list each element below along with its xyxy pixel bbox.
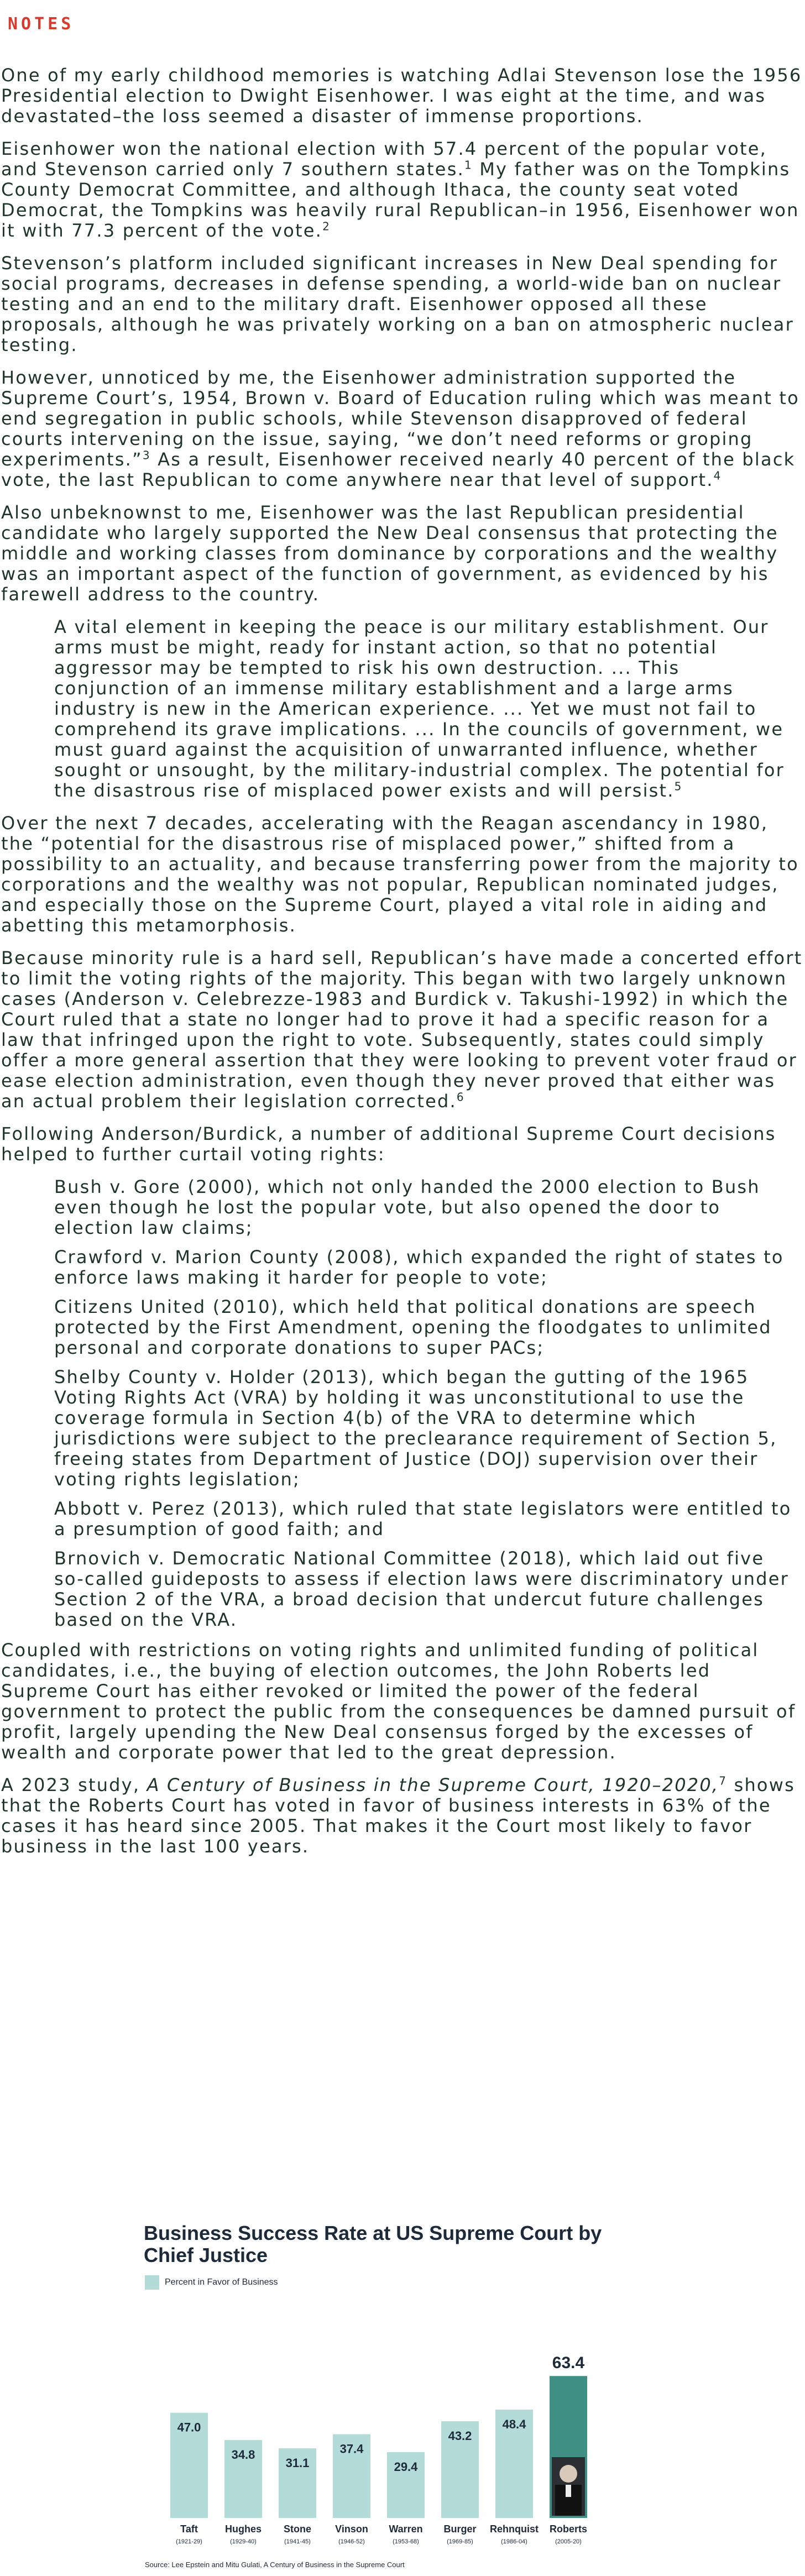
notes-tab[interactable]: NOTES [8, 14, 75, 34]
bar-chart-svg [138, 2222, 636, 2559]
paragraph-7 [1, 948, 804, 1112]
case-item: Abbott v. Perez (2013), which ruled that state legislators were entitled to a presumption of good faith; and [54, 1498, 792, 1540]
paragraph-4-text-a: However, unnoticed by me, the Eisenhower administration supported the Supreme Court’s, 1954, Brown v. Board of Education ruling which was meant to end segregation in public schools, while Stevenson disapproved of federal courts intervening on the issue, saying, “we don’t need reforms or groping experiments.” [1, 367, 799, 470]
paragraph-2-text-a: Eisenhower won the national election with 57.4 percent of the popular vote, and Stevenson carried only 7 southern states. [1, 138, 767, 180]
farewell-address-quote [1, 617, 804, 801]
category-label: Rehnquist [490, 2523, 539, 2535]
business-success-chart [138, 2222, 636, 2576]
period-label: (1986-04) [501, 2538, 527, 2545]
footnote-2[interactable]: 2 [322, 219, 331, 233]
quote-text: A vital element in keeping the peace is our military establishment. Our arms must be might, ready for instant action, so that no potential aggressor may be tempted to risk his own destruction. ... This conjunction of an immense military establishment and a large arms industry is new in the American experience. ... Yet we must not fail to comprehend its grave implications. ... In the councils of government, we must guard against the acquisition of unwarranted influence, whether sought or unsought, by the military-industrial complex. The potential for the disastrous rise of misplaced power exists and will persist. [54, 616, 785, 801]
study-title: A Century of Business in the Supreme Court, 1920–2020, [147, 1774, 719, 1795]
category-label: Stone [283, 2523, 312, 2535]
paragraph-6: Over the next 7 decades, accelerating with the Reagan ascendancy in 1980, the “potential for the disastrous rise of misplaced power,” shifted from a possibility to an actuality, and because transferring power from the majority to corporations and the wealthy was not popular, Republican nominated judges, and especially those on the Supreme Court, played a vital role in aiding and abetting this metamorphosis. [1, 813, 799, 936]
footnote-3[interactable]: 3 [142, 448, 151, 462]
period-label: (1929-40) [230, 2538, 257, 2545]
footnote-6[interactable]: 6 [456, 1090, 465, 1104]
case-item: Shelby County v. Holder (2013), which began the gutting of the 1965 Voting Rights Act (VRA) by holding it was unconstitutional to use the coverage formula in Section 4(b) of the VRA to determine which jurisdictions were subject to the preclearance requirement of Section 5, freeing states from Department of Justice (DOJ) supervision over their voting rights legislation; [54, 1366, 777, 1490]
justice-portrait-icon [552, 2457, 585, 2516]
bar-value-label: 34.8 [231, 2448, 255, 2462]
paragraph-5: Also unbeknownst to me, Eisenhower was the last Republican presidential candidate who largely supported the New Deal consensus that protecting the middle and working classes from dominance by corporations and the wealthy was an important aspect of the function of government, as evidenced by his farewell address to the country. [1, 502, 778, 605]
case-list [1, 1177, 804, 1630]
paragraph-3: Stevenson’s platform included significant increases in New Deal spending for social programs, decreases in defense spending, a world-wide ban on nuclear testing and an end to the military draft. Eisenhower opposed all these proposals, although he was privately working on a ban on atmospheric nuclear testing. [1, 253, 794, 355]
paragraph-10-text-b: shows that the Roberts Court has voted in favor of business interests in 63% of the cases it has heard since 2005. That makes it the Court most likely to favor business in the last 100 years. [1, 1774, 795, 1857]
category-label: Warren [389, 2523, 423, 2535]
footnote-5[interactable]: 5 [674, 779, 683, 793]
period-label: (1941-45) [284, 2538, 311, 2545]
bar-value-label: 31.1 [285, 2456, 310, 2470]
case-item: Bush v. Gore (2000), which not only handed the 2000 election to Bush even though he lost the popular vote, but also opened the door to election law claims; [54, 1176, 760, 1238]
paragraph-7-text: Because minority rule is a hard sell, Republican’s have made a concerted effort to limit the voting rights of the majority. This began with two largely unknown cases (Anderson v. Celebrezze-1983 and Burdick v. Takushi-1992) in which the Court ruled that a state no longer had to prove it had a specific reason for a law that infringed upon the right to vote. Subsequently, states could simply offer a more general assertion that they were looking to prevent voter fraud or ease election administration, even though they never proved that either was an actual problem their legislation corrected. [1, 947, 803, 1112]
period-label: (1946-52) [338, 2538, 365, 2545]
paragraph-9: Coupled with restrictions on voting rights and unlimited funding of political candidates, i.e., the buying of election outcomes, the John Roberts led Supreme Court has either revoked or limited the power of the federal government to protect the public from the consequences be damned pursuit of profit, largely upending the New Deal consensus forged by the excesses of wealth and corporate power that led to the great depression. [1, 1640, 796, 1763]
chart-title: Business Success Rate at US Supreme Court by Chief Justice [144, 2222, 602, 2266]
case-item: Crawford v. Marion County (2008), which expanded the right of states to enforce laws making it harder for people to vote; [54, 1247, 784, 1288]
case-item: Citizens United (2010), which held that political donations are speech protected by the First Amendment, opening the floodgates to unlimited personal and corporate donations to super PACs; [54, 1296, 772, 1358]
category-label: Hughes [224, 2523, 262, 2535]
bar-value-label: 47.0 [177, 2420, 201, 2434]
bar-value-label: 43.2 [448, 2429, 472, 2443]
chart-source: Source: Lee Epstein and Mitu Gulati, A Century of Business in the Supreme Court [145, 2561, 405, 2569]
bar-value-label: 63.4 [552, 2354, 585, 2373]
paragraph-2 [1, 139, 804, 241]
period-label: (2005-20) [555, 2538, 582, 2545]
bar-value-label: 37.4 [339, 2442, 364, 2456]
period-label: (1953-68) [393, 2538, 419, 2545]
case-item: Brnovich v. Democratic National Committee (2018), which laid out five so-called guideposts to assess if election laws were discriminatory under Section 2 of the VRA, a broad decision that undercut future challenges based on the VRA. [54, 1548, 789, 1630]
category-label: Roberts [549, 2523, 588, 2535]
category-label: Taft [180, 2523, 198, 2535]
period-label: (1921-29) [176, 2538, 202, 2545]
paragraph-8: Following Anderson/Burdick, a number of additional Supreme Court decisions helped to further curtail voting rights: [1, 1123, 776, 1165]
paragraph-1: One of my early childhood memories is watching Adlai Stevenson lose the 1956 Presidential election to Dwight Eisenhower. I was eight at the time, and was devastated–the loss seemed a disaster of immense proportions. [1, 65, 802, 127]
paragraph-10-text-a: A 2023 study, [1, 1774, 147, 1795]
category-label: Vinson [335, 2523, 368, 2535]
period-label: (1969-85) [447, 2538, 473, 2545]
footnote-1[interactable]: 1 [464, 158, 473, 172]
footnote-4[interactable]: 4 [713, 469, 722, 483]
article-body [1, 65, 804, 1869]
bar-value-label: 48.4 [502, 2417, 526, 2431]
category-label: Burger [443, 2523, 477, 2535]
paragraph-4-text-b: As a result, Eisenhower received nearly 40 percent of the black vote, the last Republican to come anywhere near that level of support. [1, 449, 796, 490]
footnote-7[interactable]: 7 [719, 1774, 728, 1788]
bar-value-label: 29.4 [394, 2459, 418, 2474]
paragraph-10 [1, 1775, 804, 1857]
legend-label: Percent in Favor of Business [165, 2277, 278, 2287]
paragraph-4 [1, 368, 804, 490]
paragraph-2-text-b: My father was on the Tompkins County Democrat Committee, and although Ithaca, the county seat voted Democrat, the Tompkins was heavily rural Republican–in 1956, Eisenhower won it with 77.3 percent of the vote. [1, 159, 799, 241]
